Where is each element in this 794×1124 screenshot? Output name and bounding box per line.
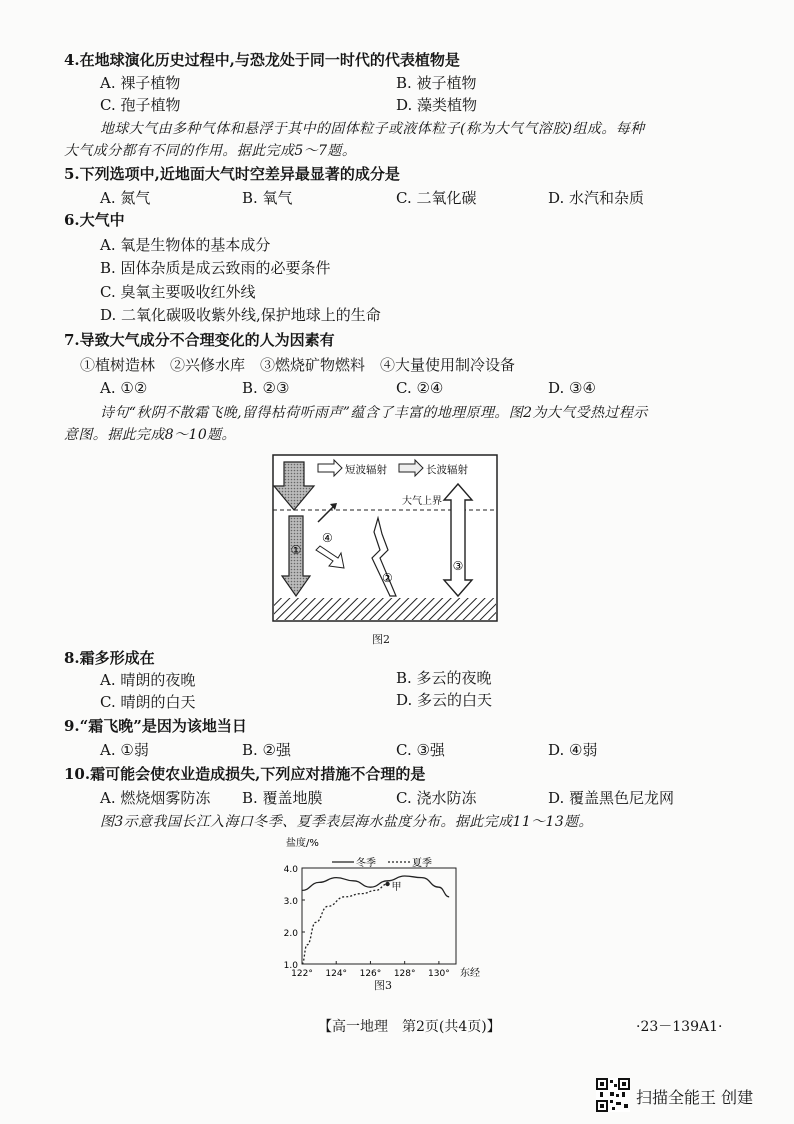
chart-xlabel: 东经: [460, 968, 480, 979]
intro-8-10-line1: 诗句“秋阴不散霜飞晚,留得枯荷听雨声”蕴含了丰富的地理原理。图2为大气受热过程示: [100, 405, 648, 421]
q8-option-a: A. 晴朗的夜晚: [100, 671, 196, 689]
x-tick-label: 124°: [325, 969, 348, 979]
q5-option-a: A. 氮气: [100, 189, 151, 207]
q8-option-d: D. 多云的白天: [396, 691, 493, 709]
exam-code: ·23－139A1·: [636, 1019, 723, 1035]
y-tick-label: 3.0: [283, 897, 298, 907]
ground-surface: [274, 598, 496, 620]
intro-5-7-line2: 大气成分都有不同的作用。据此完成5～7题。: [64, 143, 357, 159]
intro-5-7-line1: 地球大气由多种气体和悬浮于其中的固体粒子或液体粒子(称为大气气溶胶)组成。每种: [100, 121, 645, 137]
bleed-through: [520, 68, 611, 87]
q10-option-b: B. 覆盖地膜: [242, 789, 323, 807]
figure-3-chart: [270, 834, 480, 992]
legend-winter-label: 冬季: [356, 858, 376, 869]
q7-options: ①植树造林 ②兴修水库 ③燃烧矿物燃料 ④大量使用制冷设备: [80, 356, 516, 374]
chart-legend: [332, 856, 432, 869]
q5-option-b: B. 氧气: [242, 189, 293, 207]
mark-1: ①: [290, 543, 302, 557]
qr-code-icon: [596, 1078, 630, 1112]
q7-option-d: D. ③④: [548, 379, 596, 397]
x-tick-label: 128°: [393, 969, 416, 979]
q4-stem: 4.在地球演化历史过程中,与恐龙处于同一时代的代表植物是: [64, 51, 460, 69]
q8-option-c: C. 晴朗的白天: [100, 693, 196, 711]
mark-3: ③: [452, 559, 464, 573]
q7-stem: 7.导致大气成分不合理变化的人为因素有: [64, 331, 335, 349]
x-tick-label: 122°: [291, 969, 313, 979]
chart-ylabel: 盐度/%: [286, 838, 319, 849]
y-tick-label: 2.0: [283, 929, 298, 939]
q9-option-b: B. ②强: [242, 741, 292, 759]
q6-stem: 6.大气中: [64, 211, 125, 229]
q10-option-d: D. 覆盖黑色尼龙网: [548, 789, 675, 807]
q9-option-c: C. ③强: [396, 741, 445, 759]
q5-option-d: D. 水汽和杂质: [548, 189, 645, 207]
q8-stem: 8.霜多形成在: [64, 649, 155, 667]
y-tick-label: 1.0: [283, 961, 298, 971]
figure-2-caption: 图2: [372, 633, 390, 646]
intro-11-13: 图3示意我国长江入海口冬季、夏季表层海水盐度分布。据此完成11～13题。: [100, 814, 593, 830]
q10-option-a: A. 燃烧烟雾防冻: [100, 789, 211, 807]
q6-option-b: B. 固体杂质是成云致雨的必要条件: [100, 259, 331, 277]
q6-option-c: C. 臭氧主要吸收红外线: [100, 283, 256, 301]
scanner-watermark-label: 扫描全能王 创建: [636, 1088, 754, 1107]
mark-2: ②: [382, 571, 393, 585]
q4-option-d: D. 藻类植物: [396, 96, 478, 114]
page-footer: 【高一地理 第2页(共4页)】: [318, 1019, 501, 1035]
q9-option-d: D. ④弱: [548, 741, 598, 759]
q6-option-a: A. 氧是生物体的基本成分: [100, 236, 271, 254]
point-jia-label: 甲: [391, 882, 402, 893]
figure-3-caption: 图3: [374, 979, 392, 992]
q5-option-c: C. 二氧化碳: [396, 189, 477, 207]
q9-stem: 9.“霜飞晚”是因为该地当日: [64, 717, 247, 735]
x-tick-label: 126°: [359, 969, 382, 979]
intro-8-10-line2: 意图。据此完成8～10题。: [64, 427, 236, 443]
q4-option-c: C. 孢子植物: [100, 96, 181, 114]
series-line-summer: [302, 884, 388, 964]
series-line-winter: [302, 876, 449, 897]
q4-option-a: A. 裸子植物: [100, 74, 181, 92]
x-tick-label: 130°: [428, 969, 450, 979]
q9-option-a: A. ①弱: [100, 741, 149, 759]
legend-shortwave-label: 短波辐射: [345, 464, 387, 476]
point-jia: [385, 882, 389, 886]
q7-option-c: C. ②④: [396, 379, 444, 397]
figure-2-diagram: [272, 454, 498, 622]
legend-longwave-label: 长波辐射: [426, 464, 468, 476]
q10-stem: 10.霜可能会使农业造成损失,下列应对措施不合理的是: [64, 765, 426, 783]
plot-frame: [302, 868, 456, 964]
q6-option-d: D. 二氧化碳吸收紫外线,保护地球上的生命: [100, 306, 381, 324]
q7-option-b: B. ②③: [242, 379, 290, 397]
q8-option-b: B. 多云的夜晚: [396, 669, 492, 687]
legend-summer-label: 夏季: [412, 858, 432, 869]
q4-option-b: B. 被子植物: [396, 74, 477, 92]
q7-option-a: A. ①②: [100, 379, 148, 397]
q5-stem: 5.下列选项中,近地面大气时空差异最显著的成分是: [64, 165, 400, 183]
q10-option-c: C. 浇水防冻: [396, 789, 477, 807]
mark-4: ④: [322, 531, 333, 545]
atmosphere-top-label: 大气上界: [402, 496, 442, 507]
y-tick-label: 4.0: [283, 865, 298, 875]
